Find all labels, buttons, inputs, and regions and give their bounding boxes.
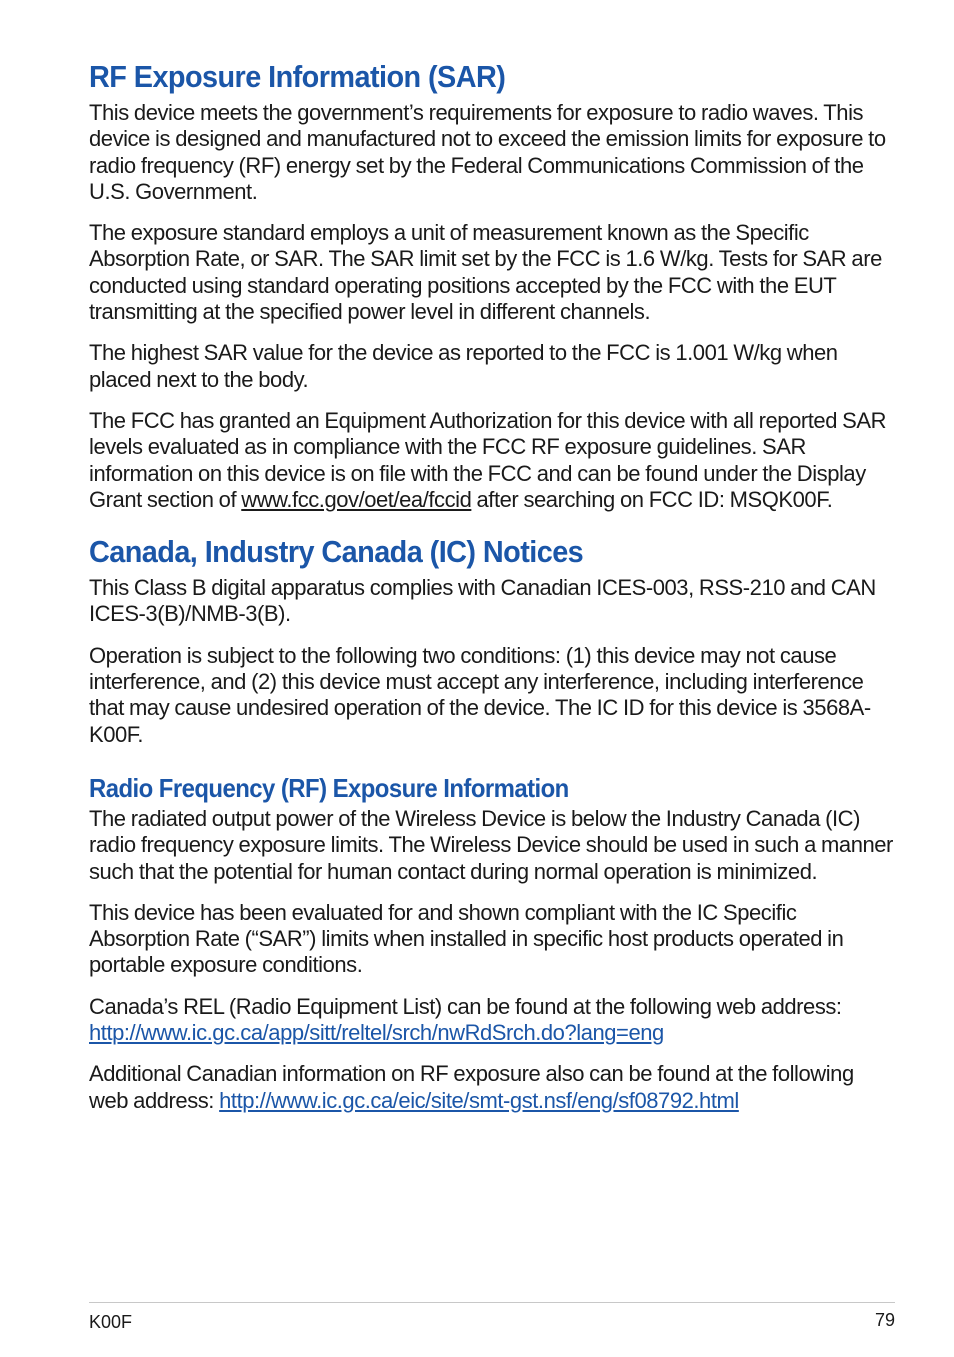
rfexp-paragraph-4-text: Additional Canadian information on RF exposure also can be found at the following web address: bbox=[89, 1061, 854, 1113]
ic-rel-link[interactable]: http://www.ic.gc.ca/app/sitt/reltel/srch/nwRdSrch.do?lang=eng bbox=[89, 1020, 664, 1046]
heading-rf-exposure-sar: RF Exposure Information (SAR) bbox=[89, 59, 506, 94]
document-page bbox=[89, 58, 897, 1129]
heading-canada-ic-notices: Canada, Industry Canada (IC) Notices bbox=[89, 534, 584, 570]
rfexp-paragraph-2: This device has been evaluated for and shown compliant with the IC Specific Absorption Rate (“SAR”) limits when installed in specific host products operated in portable exposure conditions. bbox=[89, 899, 844, 978]
rf-paragraph-1: This device meets the government’s requirements for exposure to radio waves. This device is designed and manufactured not to exceed the emission limits for exposure to radio frequency (RF) energy set by the Federal Communications Commission of the U.S. Government. bbox=[89, 100, 886, 204]
rfexp-paragraph-4 bbox=[89, 1061, 897, 1114]
footer-page-number: 79 bbox=[874, 1310, 895, 1330]
ic-paragraph-2: Operation is subject to the following two conditions: (1) this device may not cause interference, and (2) this device must accept any interference, including interference that may cause undesired operation of the device. The IC ID for this device is 3568A-K00F. bbox=[89, 642, 871, 747]
rfexp-paragraph-3 bbox=[89, 994, 897, 1047]
rf-paragraph-4-text-after: after searching on FCC ID: MSQK00F. bbox=[471, 486, 833, 512]
rf-paragraph-2: The exposure standard employs a unit of measurement known as the Specific Absorption Rate, or SAR. The SAR limit set by the FCC is 1.6 W/kg. Tests for SAR are conducted using standard operating positions accepted by the FCC with the EUT transmitting at the specified power level in different channels. bbox=[89, 220, 882, 325]
fcc-id-link[interactable]: www.fcc.gov/oet/ea/fccid bbox=[241, 486, 472, 512]
footer-model: K00F bbox=[89, 1312, 133, 1332]
rf-paragraph-4 bbox=[89, 408, 897, 513]
heading-rf-exposure-information: Radio Frequency (RF) Exposure Information bbox=[89, 772, 569, 803]
rf-paragraph-4-text-before: The FCC has granted an Equipment Authorization for this device with all reported SAR levels evaluated as in compliance with the FCC RF exposure guidelines. SAR information on this device is on file with the FCC and can be found under the Display Grant section of bbox=[89, 407, 887, 512]
ic-rf-exposure-link[interactable]: http://www.ic.gc.ca/eic/site/smt-gst.nsf/eng/sf08792.html bbox=[219, 1087, 739, 1113]
ic-paragraph-1: This Class B digital apparatus complies with Canadian ICES-003, RSS-210 and CAN ICES-3(B)/NMB-3(B). bbox=[89, 575, 876, 627]
rfexp-paragraph-1: The radiated output power of the Wireless Device is below the Industry Canada (IC) radio frequency exposure limits. The Wireless Device should be used in such a manner such that the potential for human contact during normal operation is minimized. bbox=[89, 805, 893, 884]
rfexp-paragraph-3-text: Canada’s REL (Radio Equipment List) can be found at the following web address: bbox=[89, 993, 842, 1019]
rf-paragraph-3: The highest SAR value for the device as reported to the FCC is 1.001 W/kg when placed next to the body. bbox=[89, 340, 838, 392]
footer-divider bbox=[89, 1302, 895, 1303]
